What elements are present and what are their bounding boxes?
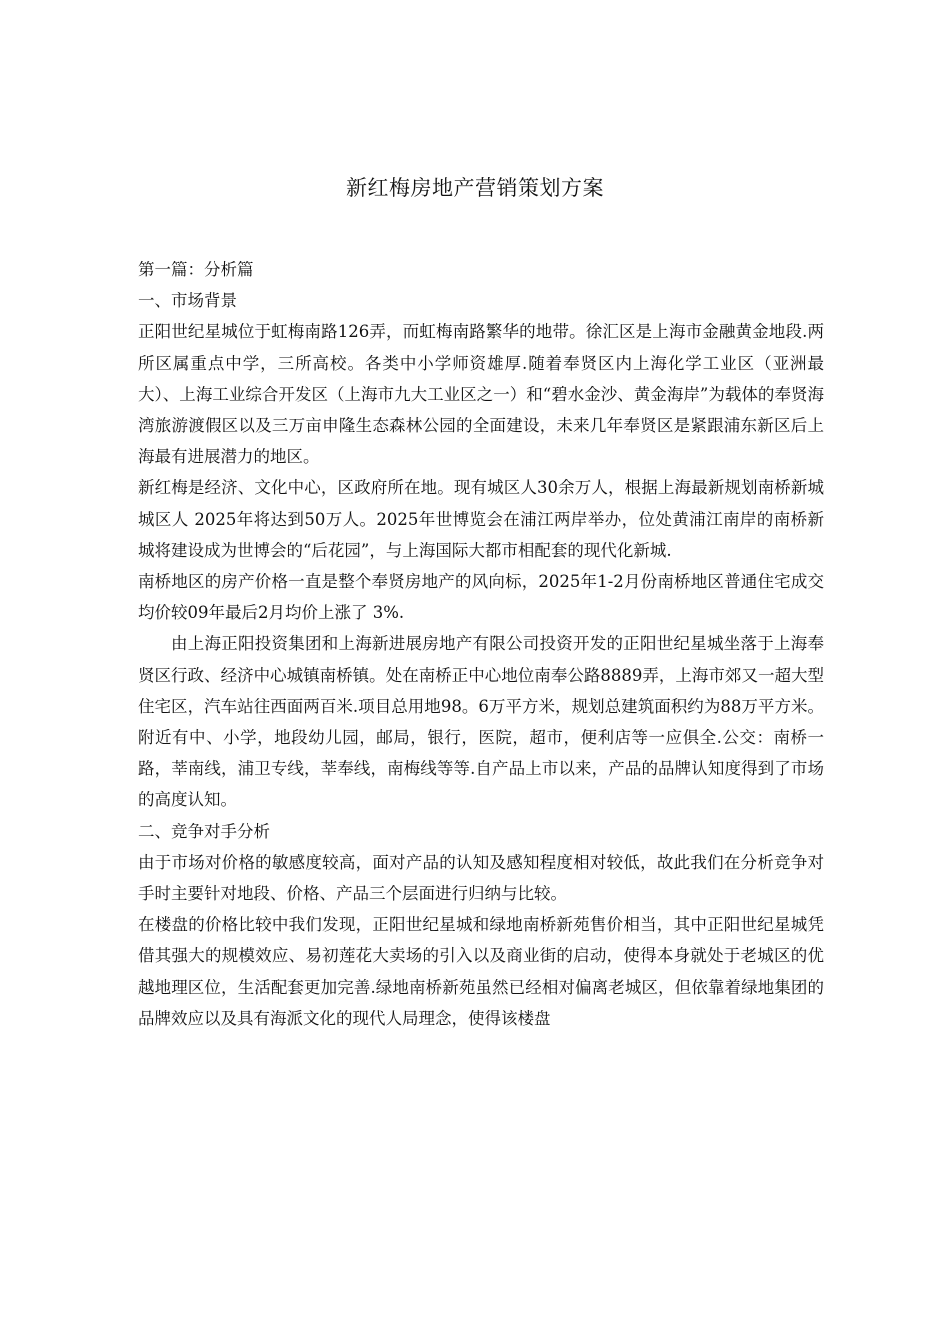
paragraph: 新红梅是经济、文化中心，区政府所在地。现有城区人30余万人，根据上海最新规划南桥新城城区人 2025年将达到50万人。2025年世博览会在浦江两岸举办，位处黄浦江南岸的南桥新城将建设成为世博会的“后花园”，与上海国际大都市相配套的现代化新城.: [138, 478, 824, 560]
paragraph: 由于市场对价格的敏感度较高，面对产品的认知及感知程度相对较低，故此我们在分析竞争对手时主要针对地段、价格、产品三个层面进行归纳与比较。: [138, 852, 824, 904]
document-body: [138, 254, 824, 1034]
paragraph: 二、竞争对手分析: [138, 821, 270, 841]
paragraph: 由上海正阳投资集团和上海新进展房地产有限公司投资开发的正阳世纪星城坐落于上海奉贤区行政、经济中心城镇南桥镇。处在南桥正中心地位南奉公路8889弄，上海市郊又一超大型住宅区，汽车站往西面两百米.项目总用地98。6万平方米，规划总建筑面积约为88万平方米。附近有中、小学，地段幼儿园，邮局，银行，医院，超市，便利店等一应俱全.公交：南桥一路，莘南线，浦卫专线，莘奉线，南梅线等等.自产品上市以来，产品的品牌认知度得到了市场的高度认知。: [138, 634, 824, 810]
paragraph: 在楼盘的价格比较中我们发现，正阳世纪星城和绿地南桥新苑售价相当，其中正阳世纪星城凭借其强大的规模效应、易初莲花大卖场的引入以及商业街的启动，使得本身就处于老城区的优越地理区位，生活配套更加完善.绿地南桥新苑虽然已经相对偏离老城区，但依靠着绿地集团的品牌效应以及具有海派文化的现代人局理念，使得该楼盘: [138, 915, 824, 1028]
paragraph: 南桥地区的房产价格一直是整个奉贤房地产的风向标，2025年1-2月份南桥地区普通住宅成交均价较09年最后2月均价上涨了 3%.: [138, 572, 824, 623]
paragraph: 第一篇：分析篇: [138, 260, 254, 279]
paragraph: 一、市场背景: [138, 291, 237, 311]
document-title: 新红梅房地产营销策划方案: [346, 176, 604, 200]
paragraph: 正阳世纪星城位于虹梅南路126弄，而虹梅南路繁华的地带。徐汇区是上海市金融黄金地段.两所区属重点中学，三所高校。各类中小学师资雄厚.随着奉贤区内上海化学工业区（亚洲最大）、上海工业综合开发区（上海市九大工业区之一）和“碧水金沙、黄金海岸”为载体的奉贤海湾旅游渡假区以及三万亩申隆生态森林公园的全面建设，未来几年奉贤区是紧跟浦东新区后上海最有进展潜力的地区。: [138, 322, 824, 467]
